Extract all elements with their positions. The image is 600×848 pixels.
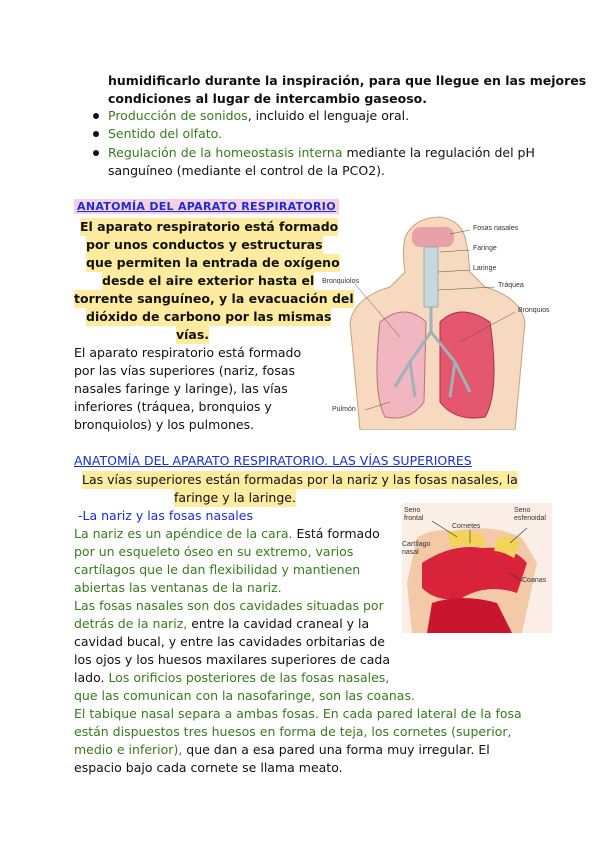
bullet-dot (93, 150, 99, 156)
section2-subheading: -La nariz y las fosas nasales (78, 508, 253, 523)
label-fosas-nasales: Fosas nasales (473, 225, 519, 232)
paragraph-line (74, 741, 490, 759)
bullet-green-text: Sentido del olfato. (108, 126, 223, 141)
body-line: por las vías superiores (nariz, fosas (74, 363, 296, 378)
green-text: medio e inferior), (74, 742, 183, 757)
label-seno-esfenoidal: Seno esfenoidal (514, 507, 546, 522)
section1-heading: ANATOMÍA DEL APARATO RESPIRATORIO (74, 199, 339, 214)
label-seno-frontal: Seno frontal (404, 507, 424, 522)
paragraph-line: están dispuestos tres huesos en forma de teja, los cornetes (superior, (74, 724, 512, 739)
black-text: Está formado (292, 526, 380, 541)
bullet-dot (93, 131, 99, 137)
bullet-item (108, 107, 409, 125)
paragraph-line: cavidad bucal, y entre las cavidades orbitarias de (74, 634, 385, 649)
label-cartilago-nasal: Cartílago nasal (402, 541, 431, 556)
torso-illustration-icon (320, 212, 555, 430)
section2-heading: ANATOMÍA DEL APARATO RESPIRATORIO. LAS VÍAS SUPERIORES (74, 453, 472, 468)
bullet-line-2: sanguíneo (mediante el control de la PCO2). (108, 163, 386, 178)
highlight-line: El aparato respiratorio está formado (80, 219, 339, 234)
label-bronquios: Bronquios (518, 307, 550, 314)
intro-line-2: condiciones al lugar de intercambio gaseoso. (108, 91, 428, 106)
paragraph-line: abiertas las ventanas de la nariz. (74, 580, 282, 595)
body-line: bronquiolos) y los pulmones. (74, 417, 255, 432)
body-line: nasales faringe y laringe), las vías (74, 381, 288, 396)
green-text: detrás de la nariz, (74, 616, 188, 631)
paragraph-line: los ojos y los huesos maxilares superiores de cada (74, 652, 390, 667)
paragraph-line: El tabique nasal separa a ambas fosas. En cada pared lateral de la fosa (74, 706, 522, 721)
bullet-rest-text: mediante la regulación del pH (342, 145, 535, 160)
bullet-item (108, 125, 222, 143)
respiratory-system-figure (320, 212, 555, 430)
paragraph-line: cartílagos que le dan flexibilidad y mantienen (74, 562, 361, 577)
body-line: El aparato respiratorio está formado (74, 345, 302, 360)
paragraph-line: Las fosas nasales son dos cavidades situadas por (74, 598, 384, 613)
paragraph-line (74, 669, 389, 687)
paragraph-line (74, 615, 369, 633)
label-pulmon: Pulmón (332, 406, 356, 413)
black-text: lado. (74, 670, 105, 685)
green-text: La nariz es un apéndice de la cara. (74, 526, 293, 541)
bullet-rest-text: , incluido el lenguaje oral. (247, 108, 410, 123)
section2-intro-line-2: faringe y la laringe. (174, 490, 296, 505)
label-coanas: Coanas (522, 577, 547, 584)
body-line: inferiores (tráquea, bronquios y (74, 399, 272, 414)
highlight-line: desde el aire exterior hasta el (102, 273, 315, 288)
intro-line-1: humidificarlo durante la inspiración, para que llegue en las mejores (108, 73, 587, 88)
section2-intro-line-1: Las vías superiores están formadas por la nariz y las fosas nasales, la (82, 472, 518, 487)
bullet-green-text: Regulación de la homeostasis interna (108, 145, 343, 160)
label-laringe: Laringe (473, 265, 497, 272)
highlight-line: torrente sanguíneo, y la evacuación del (74, 291, 354, 306)
bullet-item (108, 144, 535, 162)
label-traquea: Tráquea (498, 282, 524, 289)
highlight-line: por unos conductos y estructuras (86, 237, 323, 252)
highlight-line: que permiten la entrada de oxígeno (86, 255, 340, 270)
label-cornetes: Cornetes (452, 523, 481, 530)
green-text: Los orificios posteriores de las fosas nasales, (104, 670, 390, 685)
paragraph-line: por un esqueleto óseo en su extremo, varios (74, 544, 354, 559)
highlight-line: dióxido de carbono por las mismas (86, 309, 332, 324)
highlight-line: vías. (176, 327, 210, 342)
nasal-cavity-figure (402, 503, 552, 633)
paragraph-line: que las comunican con la nasofaringe, son las coanas. (74, 688, 415, 703)
label-faringe: Faringe (473, 245, 497, 252)
paragraph-line (74, 525, 380, 543)
bullet-green-text: Producción de sonidos (108, 108, 248, 123)
paragraph-line: espacio bajo cada cornete se llama meato. (74, 760, 343, 775)
bullet-dot (93, 113, 99, 119)
label-bronquiolos: Bronquiolos (322, 278, 359, 285)
black-text: que dan a esa pared una forma muy irregular. El (182, 742, 490, 757)
black-text: entre la cavidad craneal y la (187, 616, 370, 631)
